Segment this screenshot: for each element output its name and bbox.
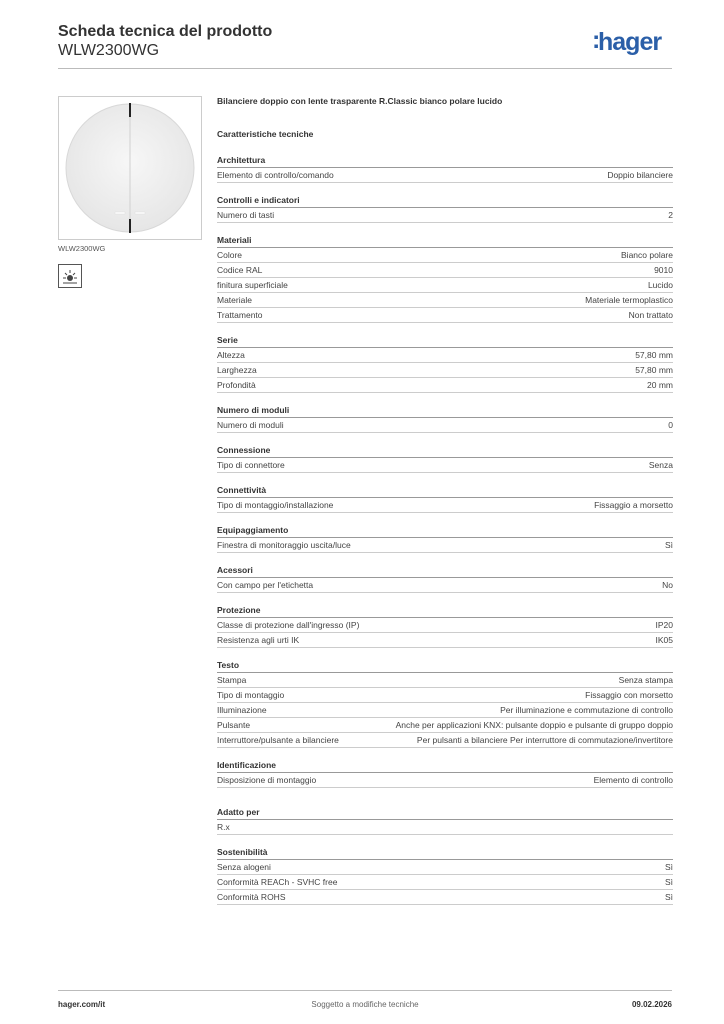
spec-row: [217, 248, 673, 263]
spec-label: Larghezza: [217, 365, 257, 375]
spec-section: [217, 760, 673, 788]
spec-value: 57,80 mm: [635, 365, 673, 375]
section-title: Adatto per: [217, 807, 673, 820]
spec-row: [217, 875, 673, 890]
spec-label: Tipo di montaggio/installazione: [217, 500, 334, 510]
spec-value: Sì: [664, 892, 673, 902]
spec-value: Anche per applicazioni KNX: pulsante doppio e pulsante di gruppo doppio: [395, 720, 673, 730]
spec-section: [217, 235, 673, 323]
spec-row: [217, 348, 673, 363]
spec-value: Per illuminazione e commutazione di controllo: [500, 705, 673, 715]
spec-label: Disposizione di montaggio: [217, 775, 317, 785]
section-title: Identificazione: [217, 760, 673, 773]
spec-section: [217, 335, 673, 393]
spec-row: [217, 890, 673, 905]
spec-value: No: [662, 580, 673, 590]
page-header: [58, 22, 272, 60]
spec-section: [217, 485, 673, 513]
spec-label: Elemento di controllo/comando: [217, 170, 334, 180]
spec-value: Fissaggio a morsetto: [594, 500, 673, 510]
spec-value: Materiale termoplastico: [585, 295, 673, 305]
spec-label: Illuminazione: [217, 705, 267, 715]
section-title: Serie: [217, 335, 673, 348]
spec-value: 0: [668, 420, 673, 430]
spec-value: Lucido: [647, 280, 673, 290]
product-image: [58, 96, 202, 240]
hager-logo: :hager: [592, 26, 662, 56]
spec-label: Tipo di connettore: [217, 460, 285, 470]
spec-value: IP20: [655, 620, 673, 630]
spec-value: Elemento di controllo: [593, 775, 673, 785]
spec-row: [217, 733, 673, 748]
spec-row: [217, 168, 673, 183]
spec-label: Trattamento: [217, 310, 263, 320]
spec-label: Colore: [217, 250, 243, 260]
spec-sections: [217, 155, 673, 905]
spec-section: [217, 405, 673, 433]
spec-label: Interruttore/pulsante a bilanciere: [217, 735, 339, 745]
spec-row: [217, 718, 673, 733]
spec-value: Senza stampa: [618, 675, 673, 685]
spec-row: [217, 618, 673, 633]
footer-notice: Soggetto a modifiche tecniche: [311, 1000, 419, 1009]
section-title: Numero di moduli: [217, 405, 673, 418]
spec-row: [217, 378, 673, 393]
spec-row: [217, 688, 673, 703]
spec-section: [217, 660, 673, 748]
section-title: Testo: [217, 660, 673, 673]
spec-row: [217, 633, 673, 648]
section-title: Protezione: [217, 605, 673, 618]
spec-value: Non trattato: [628, 310, 673, 320]
spec-value: Fissaggio con morsetto: [585, 690, 673, 700]
spec-label: Altezza: [217, 350, 245, 360]
spec-row: [217, 308, 673, 323]
spec-section: [217, 445, 673, 473]
spec-section: [217, 807, 673, 835]
spec-row: [217, 363, 673, 378]
spec-label: Finestra di monitoraggio uscita/luce: [217, 540, 351, 550]
spec-row: [217, 418, 673, 433]
spec-value: 57,80 mm: [635, 350, 673, 360]
rocker-switch-illustration: [59, 97, 201, 239]
spec-value: Doppio bilanciere: [607, 170, 673, 180]
spec-label: R.x: [217, 822, 230, 832]
spec-value: Sì: [664, 862, 673, 872]
spec-value: Senza: [648, 460, 673, 470]
spec-row: [217, 293, 673, 308]
spec-label: Stampa: [217, 675, 247, 685]
product-code: WLW2300WG: [58, 244, 106, 253]
spec-section: [217, 847, 673, 905]
spec-label: Classe di protezione dall'ingresso (IP): [217, 620, 360, 630]
spec-value: 20 mm: [647, 380, 673, 390]
page-subtitle: WLW2300WG: [58, 42, 160, 59]
spec-label: Pulsante: [217, 720, 251, 730]
specifications: [217, 96, 673, 905]
section-title: Architettura: [217, 155, 673, 168]
spec-row: [217, 278, 673, 293]
spec-label: Resistenza agli urti IK: [217, 635, 300, 645]
spec-row: [217, 820, 673, 835]
section-title: Acessori: [217, 565, 673, 578]
spec-row: [217, 673, 673, 688]
spec-row: [217, 773, 673, 788]
spec-section: [217, 605, 673, 648]
spec-section: [217, 155, 673, 183]
spec-section: [217, 525, 673, 553]
spec-row: [217, 458, 673, 473]
spec-row: [217, 860, 673, 875]
footer-date: 09.02.2026: [631, 1000, 672, 1009]
spec-value: IK05: [655, 635, 673, 645]
spec-section: [217, 565, 673, 593]
section-title: Connettività: [217, 485, 673, 498]
section-title: Controlli e indicatori: [217, 195, 673, 208]
spec-row: [217, 263, 673, 278]
spec-label: Materiale: [217, 295, 252, 305]
section-title: Sostenibilità: [217, 847, 673, 860]
section-title: Equipaggiamento: [217, 525, 673, 538]
section-title: Materiali: [217, 235, 673, 248]
spec-row: [217, 578, 673, 593]
spec-value: Per pulsanti a bilanciere Per interruttore di commutazione/invertitore: [416, 735, 673, 745]
spec-value: 2: [668, 210, 673, 220]
spec-label: finitura superficiale: [217, 280, 288, 290]
spec-value: Sì: [664, 540, 673, 550]
spec-label: Tipo di montaggio: [217, 690, 285, 700]
spec-label: Numero di moduli: [217, 420, 284, 430]
spec-row: [217, 208, 673, 223]
tech-title: Caratteristiche tecniche: [217, 129, 314, 139]
section-title: Connessione: [217, 445, 673, 458]
spec-row: [217, 538, 673, 553]
footer-website[interactable]: hager.com/it: [58, 1000, 106, 1009]
spec-label: Con campo per l'etichetta: [217, 580, 314, 590]
spec-label: Conformità REACh - SVHC free: [217, 877, 338, 887]
spec-label: Codice RAL: [217, 265, 263, 275]
header-divider: [58, 68, 672, 69]
product-description: Bilanciere doppio con lente trasparente R.Classic bianco polare lucido: [217, 96, 503, 106]
spec-row: [217, 703, 673, 718]
spec-label: Profondità: [217, 380, 256, 390]
spec-section: [217, 195, 673, 223]
spec-label: Numero di tasti: [217, 210, 275, 220]
spec-value: 9010: [654, 265, 673, 275]
page-title: Scheda tecnica del prodotto: [58, 23, 273, 40]
spec-row: [217, 498, 673, 513]
spec-label: Senza alogeni: [217, 862, 271, 872]
light-bulb-icon: [58, 264, 82, 288]
spec-label: Conformità ROHS: [217, 892, 286, 902]
logo-text: hager: [598, 28, 662, 56]
spec-value: Bianco polare: [621, 250, 673, 260]
spec-value: Sì: [664, 877, 673, 887]
page-footer: [58, 990, 672, 1014]
